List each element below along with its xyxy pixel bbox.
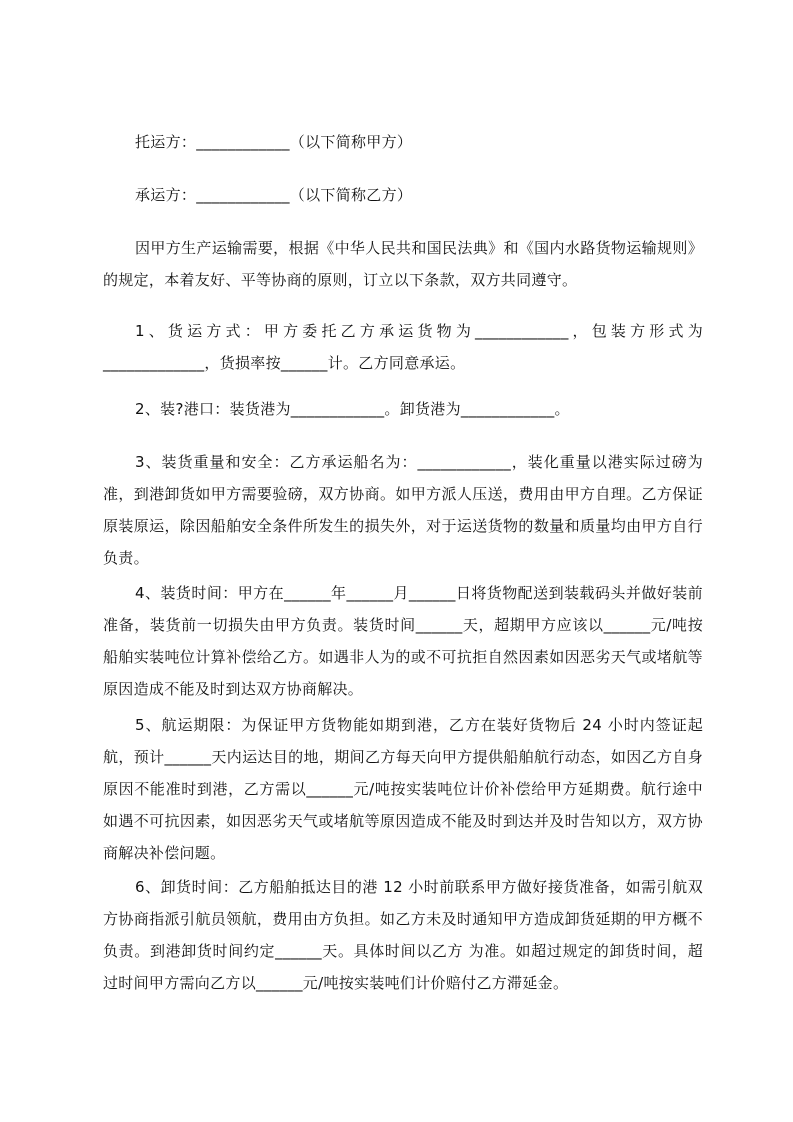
- intro-paragraph: 因甲方生产运输需要，根据《中华人民共和国民法典》和《国内水路货物运输规则》的规定，本着友好、平等协商的原则，订立以下条款，双方共同遵守。: [103, 239, 703, 289]
- clause-5-shipping-period: 5、航运期限：为保证甲方货物能如期到港，乙方在装好货物后 24 小时内签证起航，预计______天内运达目的地，期间乙方每天向甲方提供船舶航行动态，如因乙方自身原因不能准时到港，乙方需以______元/吨按实装吨位计价补偿给甲方延期费。航行途中如遇不可抗因素，如因恶劣天气或堵航等原因造成不能及时到达并及时告知以方，双方协商解决补偿问题。: [103, 716, 703, 862]
- party-a-line: 托运方：____________（以下简称甲方）: [135, 133, 413, 151]
- clause-6-unloading-time: 6、卸货时间：乙方船舶抵达目的港 12 小时前联系甲方做好接货准备，如需引航双方协商指派引航员领航，费用由方负担。如乙方未及时通知甲方造成卸货延期的甲方概不负责。到港卸货时间约定______天。具体时间以乙方 为准。如超过规定的卸货时间，超过时间甲方需向乙方以______元/吨按实装吨们计价赔付乙方滞延金。: [103, 878, 703, 992]
- clause-2-ports: 2、装?港口：装货港为____________。卸货港为____________。: [135, 400, 570, 418]
- clause-4-loading-time: 4、装货时间：甲方在______年______月______日将货物配送到装载码头并做好装前准备，装货前一切损失由甲方负责。装货时间______天，超期甲方应该以______元/吨按船舶实装吨位计算补偿给乙方。如遇非人为的或不可抗拒自然因素如因恶劣天气或堵航等原因造成不能及时到达双方协商解决。: [103, 584, 703, 698]
- clause-3-weight-safety: 3、装货重量和安全：乙方承运船名为：____________，装化重量以港实际过磅为准，到港卸货如甲方需要验磅，双方协商。如甲方派人压送，费用由甲方自理。乙方保证原装原运，除因船舶安全条件所发生的损失外，对于运送货物的数量和质量均由甲方自行负责。: [103, 453, 703, 567]
- clause-1-transport-method: 1、货运方式：甲方委托乙方承运货物为____________，包装方形式为_____________，货损率按______计。乙方同意承运。: [103, 322, 703, 372]
- party-b-line: 承运方：____________（以下简称乙方）: [135, 186, 413, 204]
